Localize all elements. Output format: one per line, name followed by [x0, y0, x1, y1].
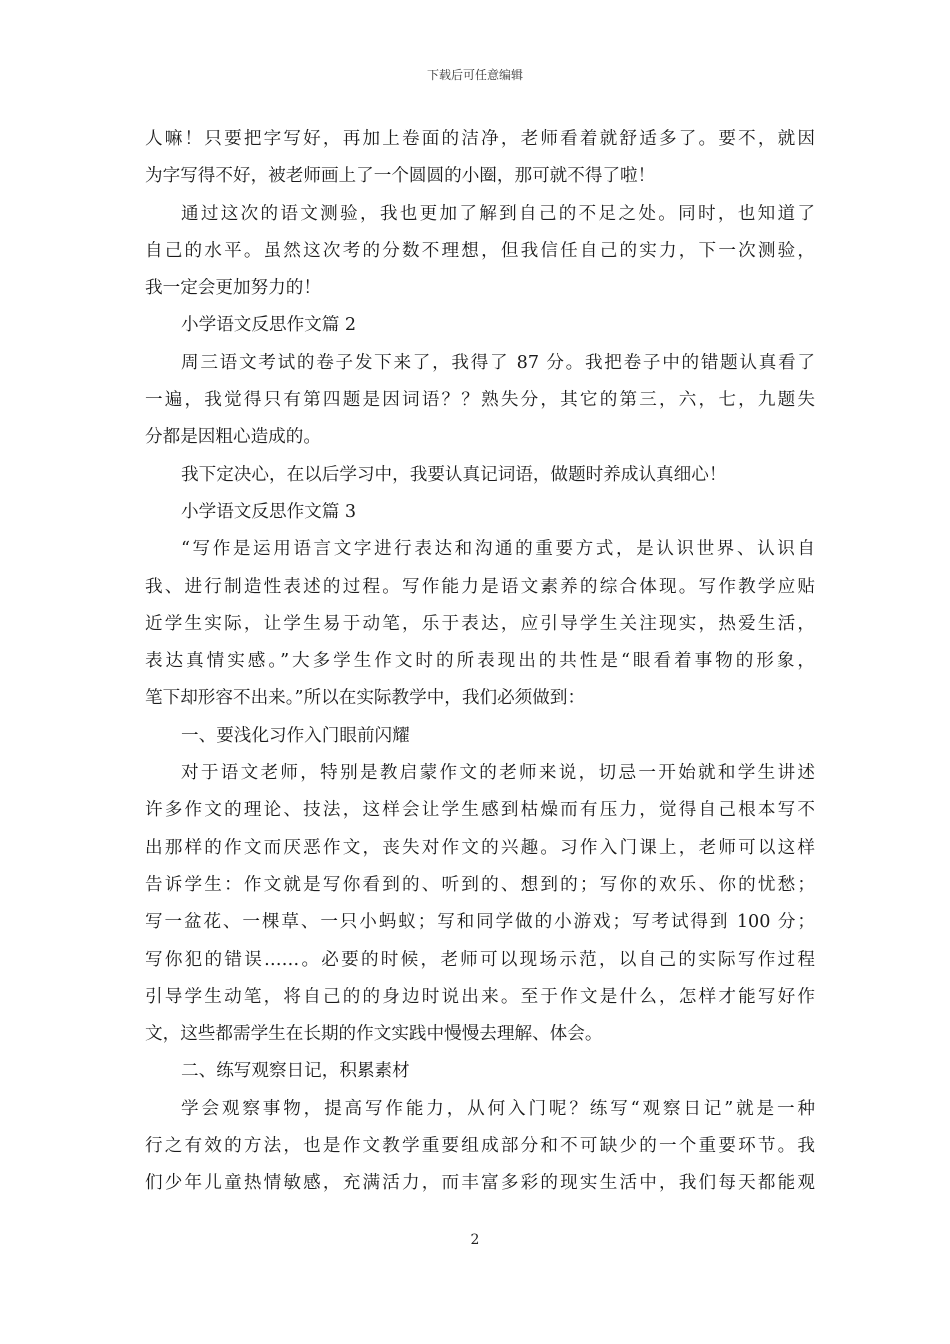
text-line: 通过这次的语文测验，我也更加了解到自己的不足之处。同时，也知道了	[181, 203, 815, 224]
page-number: 2	[470, 1232, 480, 1248]
text-line: 写一盆花、一棵草、一只小蚂蚁；写和同学做的小游戏；写考试得到 100 分；	[145, 912, 815, 933]
text-line: 表达真情实感。”大多学生作文时的所表现出的共性是“眼看着事物的形象，	[145, 651, 815, 672]
text-line: 出那样的作文而厌恶作文，丧失对作文的兴趣。习作入门课上，老师可以这样	[145, 837, 815, 858]
text-line: 我、进行制造性表述的过程。写作能力是语文素养的综合体现。写作教学应贴	[145, 576, 815, 597]
text-line: 许多作文的理论、技法，这样会让学生感到枯燥而有压力，觉得自己根本写不	[145, 800, 815, 821]
text-line: 人嘛！只要把字写好，再加上卷面的洁净，老师看着就舒适多了。要不，就因	[145, 129, 815, 149]
text-line: 分都是因粗心造成的。	[145, 427, 321, 448]
text-line: 告诉学生：作文就是写你看到的、听到的、想到的；写你的欢乐、你的忧愁；	[145, 874, 815, 895]
text-line: 二、练写观察日记，积累素材	[181, 1061, 410, 1082]
text-line: 笔下却形容不出来。”所以在实际教学中，我们必须做到：	[145, 688, 586, 709]
text-line: 我一定会更加努力的！	[145, 278, 321, 299]
text-line: 文，这些都需学生在长期的作文实践中慢慢去理解、体会。	[145, 1024, 603, 1045]
text-line: 写你犯的错误……。必要的时候，老师可以现场示范，以自己的实际写作过程	[145, 949, 815, 970]
text-line: 们少年儿童热情敏感，充满活力，而丰富多彩的现实生活中，我们每天都能观	[145, 1173, 815, 1194]
text-line: 我下定决心，在以后学习中，我要认真记词语，做题时养成认真细心！	[181, 464, 727, 485]
text-line: 对于语文老师，特别是教启蒙作文的老师来说，切忌一开始就和学生讲述	[181, 763, 815, 784]
text-line: “写作是运用语言文字进行表达和沟通的重要方式，是认识世界、认识自	[181, 539, 815, 560]
text-line: 为字写得不好，被老师画上了一个圆圆的小圈，那可就不得了啦！	[145, 166, 656, 187]
text-line: 小学语文反思作文篇 3	[181, 501, 357, 522]
text-line: 一、要浅化习作入门眼前闪耀	[181, 725, 410, 746]
text-line: 小学语文反思作文篇 2	[181, 315, 357, 336]
text-line: 一遍，我觉得只有第四题是因词语？？熟失分，其它的第三，六，七，九题失	[145, 390, 815, 411]
text-line: 近学生实际，让学生易于动笔，乐于表达，应引导学生关注现实，热爱生活，	[145, 613, 815, 634]
text-line: 学会观察事物，提高写作能力，从何入门呢？练写“观察日记”就是一种	[181, 1098, 815, 1119]
document-body	[145, 121, 815, 1203]
page-header: 下载后可任意编辑	[426, 68, 523, 82]
text-line: 周三语文考试的卷子发下来了，我得了 87 分。我把卷子中的错题认真看了	[181, 352, 815, 373]
text-line: 自己的水平。虽然这次考的分数不理想，但我信任自己的实力，下一次测验，	[145, 240, 815, 261]
text-line: 行之有效的方法，也是作文教学重要组成部分和不可缺少的一个重要环节。我	[145, 1136, 815, 1157]
text-line: 引导学生动笔，将自己的的身边时说出来。至于作文是什么，怎样才能写好作	[145, 986, 815, 1007]
